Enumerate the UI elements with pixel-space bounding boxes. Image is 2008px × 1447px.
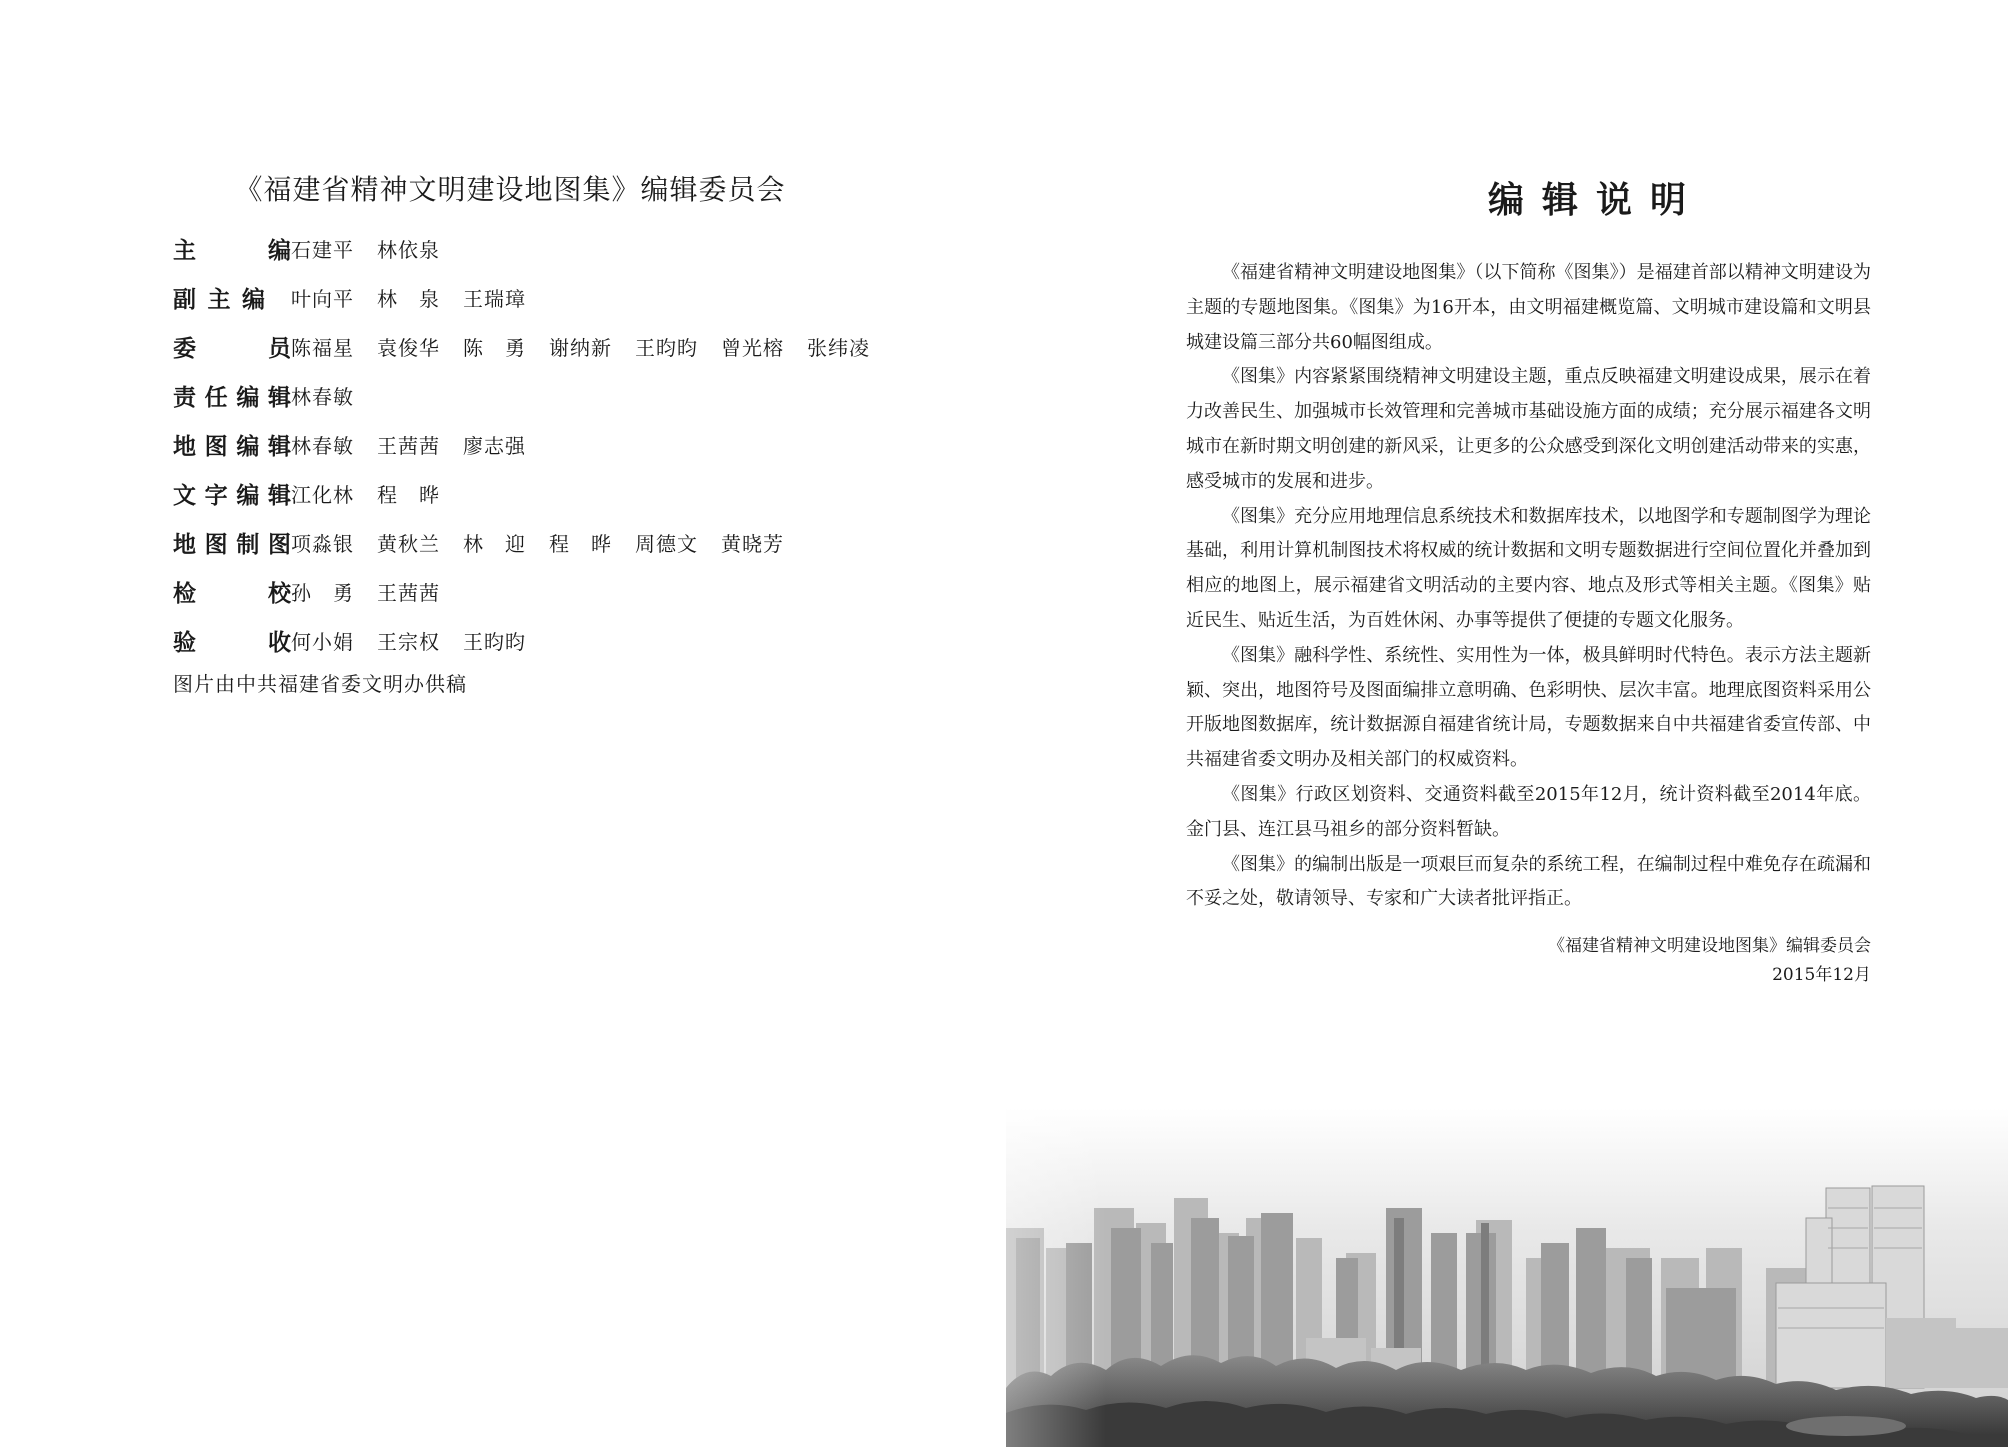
roster-row xyxy=(173,518,893,567)
roster-name: 林依泉 xyxy=(377,238,440,262)
roster-names xyxy=(291,430,549,459)
roster-row xyxy=(173,567,893,616)
roster-name: 王茜茜 xyxy=(377,434,440,458)
signoff-organization: 《福建省精神文明建设地图集》编辑委员会 xyxy=(1548,936,1871,956)
roster-name: 王宗权 xyxy=(377,630,440,654)
roster-name: 林春敏 xyxy=(291,385,354,409)
committee-title: 《福建省精神文明建设地图集》编辑委员会 xyxy=(234,173,786,206)
roster-name: 何小娟 xyxy=(291,630,354,654)
roster-name: 袁俊华 xyxy=(377,336,440,360)
signoff-date: 2015年12月 xyxy=(1772,965,1871,985)
signoff xyxy=(1186,932,1871,990)
roster-row xyxy=(173,273,893,322)
roster-role: 文 字 编 辑 xyxy=(173,483,291,509)
roster-names xyxy=(291,283,549,312)
roster-names xyxy=(291,381,377,410)
roster-name: 谢纳新 xyxy=(549,336,612,360)
roster-row xyxy=(173,420,893,469)
roster-names xyxy=(291,234,463,263)
roster-names xyxy=(291,479,463,508)
roster-name: 周德文 xyxy=(635,532,698,556)
roster-names xyxy=(291,528,807,557)
roster-name: 江化林 xyxy=(291,483,354,507)
roster-name: 王茜茜 xyxy=(377,581,440,605)
roster-name: 黄秋兰 xyxy=(377,532,440,556)
editorial-roster xyxy=(173,224,893,665)
roster-names xyxy=(291,626,549,655)
roster-role: 检 校 xyxy=(173,581,291,607)
roster-role: 委 员 xyxy=(173,336,291,362)
photo-credit: 图片由中共福建省委文明办供稿 xyxy=(173,672,467,696)
roster-name: 孙 勇 xyxy=(291,581,354,605)
roster-role: 地 图 制 图 xyxy=(173,532,291,558)
roster-row xyxy=(173,469,893,518)
roster-name: 林 迎 xyxy=(463,532,526,556)
roster-role: 地 图 编 辑 xyxy=(173,434,291,460)
roster-role: 责 任 编 辑 xyxy=(173,385,291,411)
paragraph: 《福建省精神文明建设地图集》（以下简称《图集》）是福建首部以精神文明建设为主题的专题地图集。《图集》为16开本，由文明福建概览篇、文明城市建设篇和文明县城建设篇三部分共60幅图组成。 xyxy=(1186,262,1871,353)
roster-name: 张纬凌 xyxy=(807,336,870,360)
roster-name: 林春敏 xyxy=(291,434,354,458)
roster-name: 廖志强 xyxy=(463,434,526,458)
roster-names xyxy=(291,332,893,361)
roster-name: 陈福星 xyxy=(291,336,354,360)
roster-names xyxy=(291,577,463,606)
paragraph: 《图集》行政区划资料、交通资料截至2015年12月，统计资料截至2014年底。金门县、连江县马祖乡的部分资料暂缺。 xyxy=(1186,783,1871,840)
paragraph: 《图集》的编制出版是一项艰巨而复杂的系统工程，在编制过程中难免存在疏漏和不妥之处，敬请领导、专家和广大读者批评指正。 xyxy=(1186,853,1871,910)
roster-name: 项淼银 xyxy=(291,532,354,556)
editorial-notes-body xyxy=(1186,256,1871,917)
paragraph: 《图集》充分应用地理信息系统技术和数据库技术，以地图学和专题制图学为理论基础，利用计算机制图技术将权威的统计数据和文明专题数据进行空间位置化并叠加到相应的地图上，展示福建省文明活动的主要内容、地点及形式等相关主题。《图集》贴近民生、贴近生活，为百姓休闲、办事等提供了便捷的专题文化服务。 xyxy=(1186,505,1871,631)
roster-name: 程 晔 xyxy=(549,532,612,556)
roster-role: 副 主 编 xyxy=(173,287,265,313)
paragraph: 《图集》融科学性、系统性、实用性为一体，极具鲜明时代特色。表示方法主题新颖、突出，地图符号及图面编排立意明确、色彩明快、层次丰富。地理底图资料采用公开版地图数据库，统计数据源自福建省统计局，专题数据来自中共福建省委宣传部、中共福建省委文明办及相关部门的权威资料。 xyxy=(1186,644,1871,771)
roster-name: 程 晔 xyxy=(377,483,440,507)
roster-name: 林 泉 xyxy=(377,287,440,311)
roster-role: 主 编 xyxy=(173,238,291,264)
roster-name: 叶向平 xyxy=(291,287,354,311)
roster-row xyxy=(173,616,893,665)
roster-name: 王昀昀 xyxy=(635,336,698,360)
roster-name: 黄晓芳 xyxy=(721,532,784,556)
roster-row xyxy=(173,224,893,273)
cityscape-photo xyxy=(1006,1108,2008,1447)
roster-name: 曾光榕 xyxy=(721,336,784,360)
page-title: 编辑说明 xyxy=(1487,180,1705,221)
paragraph: 《图集》内容紧紧围绕精神文明建设主题，重点反映福建文明建设成果，展示在着力改善民生、加强城市长效管理和完善城市基础设施方面的成绩；充分展示福建各文明城市在新时期文明创建的新风采，让更多的公众感受到深化文明创建活动带来的实惠，感受城市的发展和进步。 xyxy=(1186,366,1871,492)
roster-row xyxy=(173,322,893,371)
roster-row xyxy=(173,371,893,420)
roster-name: 王瑞璋 xyxy=(463,287,526,311)
roster-role: 验 收 xyxy=(173,630,291,656)
roster-name: 王昀昀 xyxy=(463,630,526,654)
roster-name: 陈 勇 xyxy=(463,336,526,360)
roster-name: 石建平 xyxy=(291,238,354,262)
